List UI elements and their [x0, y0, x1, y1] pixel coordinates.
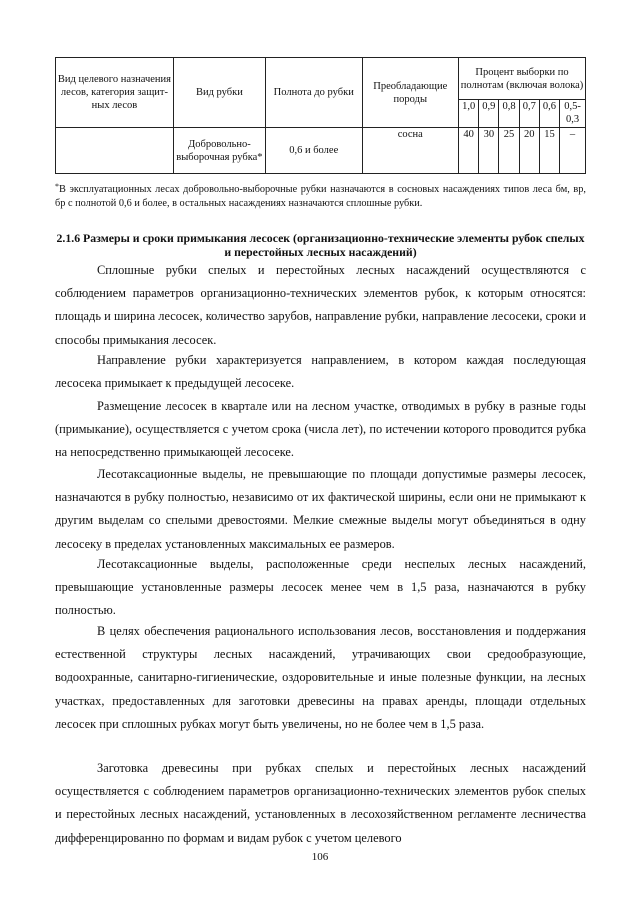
header-density-value: 0,9	[479, 100, 499, 128]
section-heading: 2.1.6 Размеры и сроки примыкания лесосек (организационно-технические элементы рубок спелых и перестойных лесных насаждений)	[56, 231, 585, 259]
paragraph: Сплошные рубки спелых и перестойных лесных насаждений осуществляются с соблюдением параметров организационно-технических элементов рубок, к которым относятся: площадь и ширина лесосек, количество зарубов, направление рубки, направление лесосеки, сроки и способы примыкания лесосек.	[55, 263, 586, 347]
paragraph: Направление рубки характеризуется направлением, в котором каждая последующая лесосека примыкает к предыдущей лесосеке.	[55, 353, 586, 391]
footnote-text: В эксплуатационных лесах добровольно-выборочные рубки назначаются в сосновых насаждениях типов леса бм, вр, бр с полнотой 0,6 и более, в остальных насаждениях назначаются сплошные рубки.	[55, 184, 586, 209]
paragraph: В целях обеспечения рационального использования лесов, восстановления и поддержания естественной структуры лесных насаждений, утрачивающих свои средообразующие, водоохранные, санитарно-гигиенические, оздоровительные и иные полезные функции, на лесных участках, предоставленных для заготовки древесины на правах аренды, площади отдельных лесосек при сплошных рубках могут быть увеличены, но не более чем в 1,5 раза.	[55, 624, 586, 731]
cell-cut-type: Добровольно-выборочная рубка*	[173, 128, 265, 174]
header-cut-type: Вид рубки	[173, 58, 265, 128]
paragraph: Размещение лесосек в квартале или на лесном участке, отводимых в рубку в разные годы (примыкание), осуществляется с учетом срока (числа лет), по истечении которого проводится рубка на непосредственно примыкающей лесосеке.	[55, 399, 586, 460]
cell-percent: 20	[519, 128, 539, 174]
cell-percent: 15	[539, 128, 559, 174]
header-density-value: 0,5-0,3	[560, 100, 586, 128]
header-density-value: 0,6	[539, 100, 559, 128]
page-number: 106	[311, 851, 329, 863]
cell-density: 0,6 и более	[265, 128, 362, 174]
cell-species: сосна	[362, 128, 459, 174]
header-species: Преобладающие породы	[362, 58, 459, 128]
header-density-value: 0,7	[519, 100, 539, 128]
header-density-value: 0,8	[499, 100, 519, 128]
table-footnote	[55, 180, 586, 210]
cell-percent: –	[560, 128, 586, 174]
header-density-value: 1,0	[459, 100, 479, 128]
cell-percent: 30	[479, 128, 499, 174]
cell-purpose	[56, 128, 174, 174]
header-density: Полнота до рубки	[265, 58, 362, 128]
cutting-parameters-table	[55, 57, 586, 174]
cell-percent: 25	[499, 128, 519, 174]
table-row	[56, 128, 586, 174]
paragraph: Заготовка древесины при рубках спелых и перестойных лесных насаждений осуществляется с соблюдением параметров организационно-технических элементов рубок спелых и перестойных лесных насаждений, установленных в лесохозяйственном регламенте лесничества дифференцированно по формам и видам рубок с учетом целевого	[55, 761, 586, 845]
cell-percent: 40	[459, 128, 479, 174]
header-percent: Процент выборки по полнотам (включая волока)	[459, 58, 586, 100]
footnote-mark: *	[55, 182, 59, 191]
header-purpose: Вид целевого назначения лесов, категория защит-ных лесов	[56, 58, 174, 128]
paragraph: Лесотаксационные выделы, расположенные среди неспелых лесных насаждений, превышающие установленные размеры лесосек менее чем в 1,5 раза, назначаются в рубку полностью.	[55, 557, 586, 618]
paragraph: Лесотаксационные выделы, не превышающие по площади допустимые размеры лесосек, назначаются в рубку полностью, независимо от их фактической ширины, если они не примыкают к другим выделам со спелыми древостоями. Мелкие смежные выделы могут объединяться в одну лесосеку в пределах установленных максимальных ее размеров.	[55, 467, 586, 551]
